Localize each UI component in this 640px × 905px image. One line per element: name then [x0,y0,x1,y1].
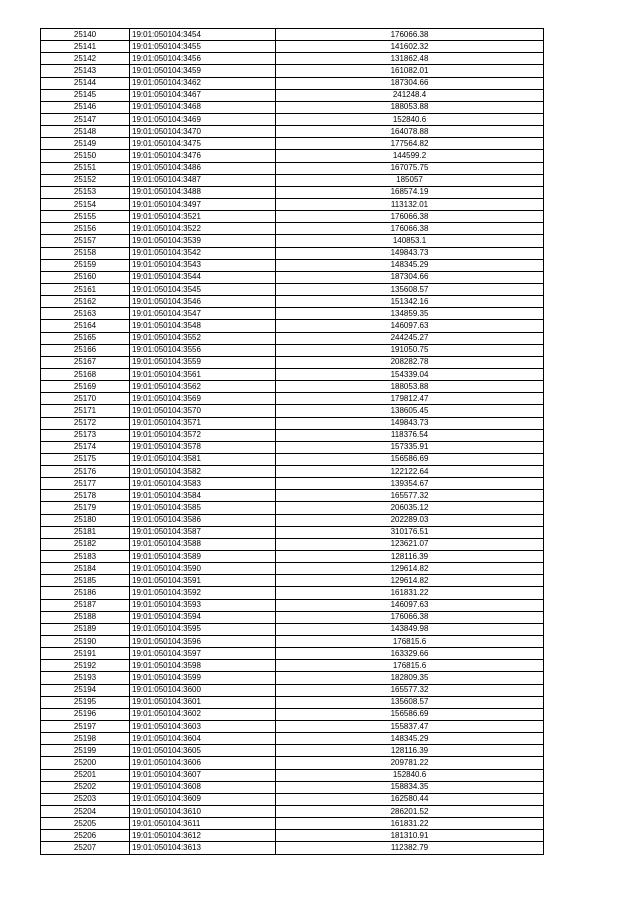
cadastral-number-cell: 19:01:050104:3539 [130,235,276,247]
row-number-cell: 25161 [41,283,130,295]
table-row [41,77,544,89]
cadastral-number-cell: 19:01:050104:3469 [130,113,276,125]
cadastral-number-cell: 19:01:050104:3588 [130,538,276,550]
cadastral-value-cell: 241248.4 [276,89,544,101]
cadastral-number-cell: 19:01:050104:3597 [130,648,276,660]
row-number-cell: 25147 [41,113,130,125]
cadastral-value-cell: 176066.38 [276,211,544,223]
cadastral-value-cell: 141602.32 [276,41,544,53]
cadastral-number-cell: 19:01:050104:3559 [130,356,276,368]
row-number-cell: 25165 [41,332,130,344]
cadastral-number-cell: 19:01:050104:3552 [130,332,276,344]
cadastral-number-cell: 19:01:050104:3607 [130,769,276,781]
row-number-cell: 25151 [41,162,130,174]
row-number-cell: 25173 [41,429,130,441]
cadastral-value-cell: 187304.66 [276,271,544,283]
table-row [41,405,544,417]
row-number-cell: 25163 [41,308,130,320]
table-row [41,466,544,478]
cadastral-value-cell: 151342.16 [276,296,544,308]
cadastral-number-cell: 19:01:050104:3497 [130,198,276,210]
table-row [41,138,544,150]
cadastral-value-cell: 148345.29 [276,733,544,745]
cadastral-value-cell: 176066.38 [276,29,544,41]
row-number-cell: 25150 [41,150,130,162]
cadastral-number-cell: 19:01:050104:3587 [130,526,276,538]
cadastral-value-cell: 165577.32 [276,684,544,696]
table-row [41,636,544,648]
table-row [41,198,544,210]
cadastral-number-cell: 19:01:050104:3467 [130,89,276,101]
cadastral-value-cell: 176815.6 [276,660,544,672]
cadastral-value-cell: 152840.6 [276,113,544,125]
cadastral-value-cell: 158834.35 [276,781,544,793]
table-row [41,781,544,793]
cadastral-number-cell: 19:01:050104:3600 [130,684,276,696]
cadastral-number-cell: 19:01:050104:3486 [130,162,276,174]
table-row [41,696,544,708]
table-row [41,478,544,490]
row-number-cell: 25174 [41,441,130,453]
cadastral-value-cell: 155837.47 [276,721,544,733]
cadastral-number-cell: 19:01:050104:3454 [130,29,276,41]
table-row [41,113,544,125]
cadastral-value-cell: 188053.88 [276,101,544,113]
cadastral-value-cell: 177564.82 [276,138,544,150]
cadastral-number-cell: 19:01:050104:3591 [130,575,276,587]
cadastral-value-cell: 143849.98 [276,623,544,635]
table-row [41,283,544,295]
row-number-cell: 25206 [41,830,130,842]
table-row [41,186,544,198]
cadastral-value-cell: 208282.78 [276,356,544,368]
cadastral-value-cell: 161831.22 [276,587,544,599]
cadastral-number-cell: 19:01:050104:3592 [130,587,276,599]
cadastral-value-cell: 152840.6 [276,769,544,781]
table-row [41,41,544,53]
cadastral-number-cell: 19:01:050104:3583 [130,478,276,490]
row-number-cell: 25145 [41,89,130,101]
cadastral-value-cell: 129614.82 [276,575,544,587]
cadastral-number-cell: 19:01:050104:3599 [130,672,276,684]
table-row [41,708,544,720]
cadastral-value-cell: 154339.04 [276,368,544,380]
row-number-cell: 25179 [41,502,130,514]
cadastral-number-cell: 19:01:050104:3585 [130,502,276,514]
table-row [41,126,544,138]
cadastral-number-cell: 19:01:050104:3488 [130,186,276,198]
cadastral-value-cell: 176066.38 [276,611,544,623]
cadastral-value-cell: 140853.1 [276,235,544,247]
cadastral-number-cell: 19:01:050104:3562 [130,381,276,393]
cadastral-number-cell: 19:01:050104:3610 [130,806,276,818]
table-row [41,769,544,781]
table-row [41,211,544,223]
cadastral-value-cell: 157335.91 [276,441,544,453]
cadastral-value-cell: 148345.29 [276,259,544,271]
cadastral-number-cell: 19:01:050104:3603 [130,721,276,733]
cadastral-value-table [40,28,544,855]
row-number-cell: 25195 [41,696,130,708]
cadastral-value-cell: 122122.64 [276,466,544,478]
table-row [41,490,544,502]
cadastral-number-cell: 19:01:050104:3604 [130,733,276,745]
table-row [41,672,544,684]
row-number-cell: 25204 [41,806,130,818]
row-number-cell: 25182 [41,538,130,550]
table-row [41,296,544,308]
cadastral-value-cell: 156586.69 [276,708,544,720]
table-row [41,514,544,526]
row-number-cell: 25194 [41,684,130,696]
cadastral-number-cell: 19:01:050104:3598 [130,660,276,672]
cadastral-number-cell: 19:01:050104:3596 [130,636,276,648]
cadastral-number-cell: 19:01:050104:3546 [130,296,276,308]
row-number-cell: 25168 [41,368,130,380]
cadastral-number-cell: 19:01:050104:3593 [130,599,276,611]
cadastral-value-cell: 112382.79 [276,842,544,854]
row-number-cell: 25171 [41,405,130,417]
table-row [41,453,544,465]
cadastral-value-cell: 185057 [276,174,544,186]
table-row [41,101,544,113]
row-number-cell: 25157 [41,235,130,247]
table-row [41,332,544,344]
row-number-cell: 25162 [41,296,130,308]
row-number-cell: 25189 [41,623,130,635]
table-row [41,745,544,757]
cadastral-value-cell: 144599.2 [276,150,544,162]
row-number-cell: 25200 [41,757,130,769]
cadastral-value-cell: 181310.91 [276,830,544,842]
row-number-cell: 25201 [41,769,130,781]
row-number-cell: 25164 [41,320,130,332]
cadastral-number-cell: 19:01:050104:3547 [130,308,276,320]
table-row [41,551,544,563]
row-number-cell: 25193 [41,672,130,684]
cadastral-value-cell: 188053.88 [276,381,544,393]
cadastral-number-cell: 19:01:050104:3522 [130,223,276,235]
cadastral-value-cell: 149843.73 [276,417,544,429]
table-row [41,526,544,538]
cadastral-value-cell: 161082.01 [276,65,544,77]
table-row [41,271,544,283]
table-row [41,223,544,235]
row-number-cell: 25146 [41,101,130,113]
cadastral-value-cell: 135608.57 [276,283,544,295]
table-row [41,29,544,41]
row-number-cell: 25188 [41,611,130,623]
table-row [41,721,544,733]
row-number-cell: 25197 [41,721,130,733]
table-row [41,818,544,830]
table-row [41,587,544,599]
cadastral-number-cell: 19:01:050104:3572 [130,429,276,441]
cadastral-number-cell: 19:01:050104:3542 [130,247,276,259]
cadastral-value-cell: 209781.22 [276,757,544,769]
table-row [41,89,544,101]
cadastral-number-cell: 19:01:050104:3609 [130,793,276,805]
row-number-cell: 25158 [41,247,130,259]
row-number-cell: 25140 [41,29,130,41]
cadastral-number-cell: 19:01:050104:3470 [130,126,276,138]
table-row [41,684,544,696]
table-row [41,150,544,162]
row-number-cell: 25192 [41,660,130,672]
row-number-cell: 25149 [41,138,130,150]
cadastral-value-cell: 128116.39 [276,551,544,563]
row-number-cell: 25181 [41,526,130,538]
cadastral-number-cell: 19:01:050104:3602 [130,708,276,720]
cadastral-number-cell: 19:01:050104:3595 [130,623,276,635]
cadastral-number-cell: 19:01:050104:3611 [130,818,276,830]
cadastral-value-cell: 310176.51 [276,526,544,538]
cadastral-value-cell: 202289.03 [276,514,544,526]
cadastral-value-cell: 168574.19 [276,186,544,198]
cadastral-number-cell: 19:01:050104:3570 [130,405,276,417]
cadastral-value-cell: 165577.32 [276,490,544,502]
table-row [41,247,544,259]
cadastral-number-cell: 19:01:050104:3586 [130,514,276,526]
cadastral-value-cell: 128116.39 [276,745,544,757]
table-row [41,733,544,745]
row-number-cell: 25199 [41,745,130,757]
table-row [41,441,544,453]
row-number-cell: 25190 [41,636,130,648]
cadastral-number-cell: 19:01:050104:3545 [130,283,276,295]
table-row [41,393,544,405]
row-number-cell: 25186 [41,587,130,599]
table-row [41,757,544,769]
cadastral-number-cell: 19:01:050104:3612 [130,830,276,842]
cadastral-value-cell: 146097.63 [276,320,544,332]
cadastral-number-cell: 19:01:050104:3569 [130,393,276,405]
row-number-cell: 25180 [41,514,130,526]
cadastral-value-cell: 113132.01 [276,198,544,210]
row-number-cell: 25172 [41,417,130,429]
table-row [41,806,544,818]
cadastral-value-cell: 149843.73 [276,247,544,259]
table-row [41,502,544,514]
cadastral-value-cell: 129614.82 [276,563,544,575]
table-row [41,344,544,356]
table-row [41,381,544,393]
table-row [41,830,544,842]
row-number-cell: 25185 [41,575,130,587]
row-number-cell: 25175 [41,453,130,465]
row-number-cell: 25141 [41,41,130,53]
cadastral-number-cell: 19:01:050104:3459 [130,65,276,77]
cadastral-number-cell: 19:01:050104:3476 [130,150,276,162]
cadastral-value-cell: 162580.44 [276,793,544,805]
row-number-cell: 25198 [41,733,130,745]
cadastral-number-cell: 19:01:050104:3601 [130,696,276,708]
cadastral-number-cell: 19:01:050104:3582 [130,466,276,478]
cadastral-number-cell: 19:01:050104:3594 [130,611,276,623]
row-number-cell: 25155 [41,211,130,223]
cadastral-value-cell: 139354.67 [276,478,544,490]
row-number-cell: 25156 [41,223,130,235]
table-row [41,65,544,77]
table-row [41,611,544,623]
cadastral-value-cell: 167075.75 [276,162,544,174]
row-number-cell: 25187 [41,599,130,611]
cadastral-number-cell: 19:01:050104:3589 [130,551,276,563]
table-row [41,842,544,854]
cadastral-value-cell: 134859.35 [276,308,544,320]
cadastral-value-cell: 156586.69 [276,453,544,465]
cadastral-number-cell: 19:01:050104:3578 [130,441,276,453]
table-body [41,29,544,855]
cadastral-value-cell: 146097.63 [276,599,544,611]
cadastral-number-cell: 19:01:050104:3475 [130,138,276,150]
cadastral-number-cell: 19:01:050104:3605 [130,745,276,757]
table-row [41,623,544,635]
cadastral-value-cell: 206035.12 [276,502,544,514]
cadastral-number-cell: 19:01:050104:3543 [130,259,276,271]
table-row [41,793,544,805]
cadastral-number-cell: 19:01:050104:3613 [130,842,276,854]
cadastral-number-cell: 19:01:050104:3468 [130,101,276,113]
row-number-cell: 25178 [41,490,130,502]
row-number-cell: 25202 [41,781,130,793]
row-number-cell: 25169 [41,381,130,393]
row-number-cell: 25207 [41,842,130,854]
row-number-cell: 25159 [41,259,130,271]
cadastral-value-cell: 164078.88 [276,126,544,138]
row-number-cell: 25191 [41,648,130,660]
table-row [41,235,544,247]
row-number-cell: 25177 [41,478,130,490]
cadastral-number-cell: 19:01:050104:3548 [130,320,276,332]
cadastral-number-cell: 19:01:050104:3606 [130,757,276,769]
row-number-cell: 25167 [41,356,130,368]
table-row [41,575,544,587]
row-number-cell: 25144 [41,77,130,89]
cadastral-number-cell: 19:01:050104:3544 [130,271,276,283]
table-row [41,162,544,174]
table-row [41,417,544,429]
row-number-cell: 25183 [41,551,130,563]
table-row [41,320,544,332]
table-row [41,648,544,660]
cadastral-number-cell: 19:01:050104:3581 [130,453,276,465]
row-number-cell: 25160 [41,271,130,283]
cadastral-value-cell: 135608.57 [276,696,544,708]
cadastral-number-cell: 19:01:050104:3487 [130,174,276,186]
cadastral-number-cell: 19:01:050104:3608 [130,781,276,793]
table-row [41,599,544,611]
cadastral-value-cell: 176066.38 [276,223,544,235]
cadastral-number-cell: 19:01:050104:3462 [130,77,276,89]
cadastral-value-cell: 161831.22 [276,818,544,830]
cadastral-value-cell: 163329.66 [276,648,544,660]
cadastral-value-cell: 123621.07 [276,538,544,550]
row-number-cell: 25152 [41,174,130,186]
table-row [41,368,544,380]
row-number-cell: 25148 [41,126,130,138]
row-number-cell: 25142 [41,53,130,65]
cadastral-value-cell: 182809.35 [276,672,544,684]
row-number-cell: 25205 [41,818,130,830]
cadastral-value-cell: 131862.48 [276,53,544,65]
cadastral-value-cell: 244245.27 [276,332,544,344]
cadastral-number-cell: 19:01:050104:3561 [130,368,276,380]
cadastral-value-cell: 179812.47 [276,393,544,405]
row-number-cell: 25154 [41,198,130,210]
cadastral-value-cell: 187304.66 [276,77,544,89]
cadastral-number-cell: 19:01:050104:3584 [130,490,276,502]
table-row [41,356,544,368]
table-row [41,538,544,550]
cadastral-value-cell: 286201.52 [276,806,544,818]
table-row [41,174,544,186]
row-number-cell: 25203 [41,793,130,805]
row-number-cell: 25170 [41,393,130,405]
row-number-cell: 25166 [41,344,130,356]
cadastral-number-cell: 19:01:050104:3571 [130,417,276,429]
row-number-cell: 25184 [41,563,130,575]
row-number-cell: 25176 [41,466,130,478]
cadastral-number-cell: 19:01:050104:3590 [130,563,276,575]
cadastral-value-cell: 118376.54 [276,429,544,441]
cadastral-number-cell: 19:01:050104:3456 [130,53,276,65]
table-row [41,53,544,65]
cadastral-number-cell: 19:01:050104:3556 [130,344,276,356]
cadastral-value-cell: 191050.75 [276,344,544,356]
table-row [41,308,544,320]
row-number-cell: 25143 [41,65,130,77]
cadastral-number-cell: 19:01:050104:3455 [130,41,276,53]
table-row [41,259,544,271]
table-row [41,563,544,575]
row-number-cell: 25196 [41,708,130,720]
table-row [41,429,544,441]
cadastral-value-cell: 138605.45 [276,405,544,417]
table-row [41,660,544,672]
cadastral-value-cell: 176815.6 [276,636,544,648]
row-number-cell: 25153 [41,186,130,198]
cadastral-number-cell: 19:01:050104:3521 [130,211,276,223]
